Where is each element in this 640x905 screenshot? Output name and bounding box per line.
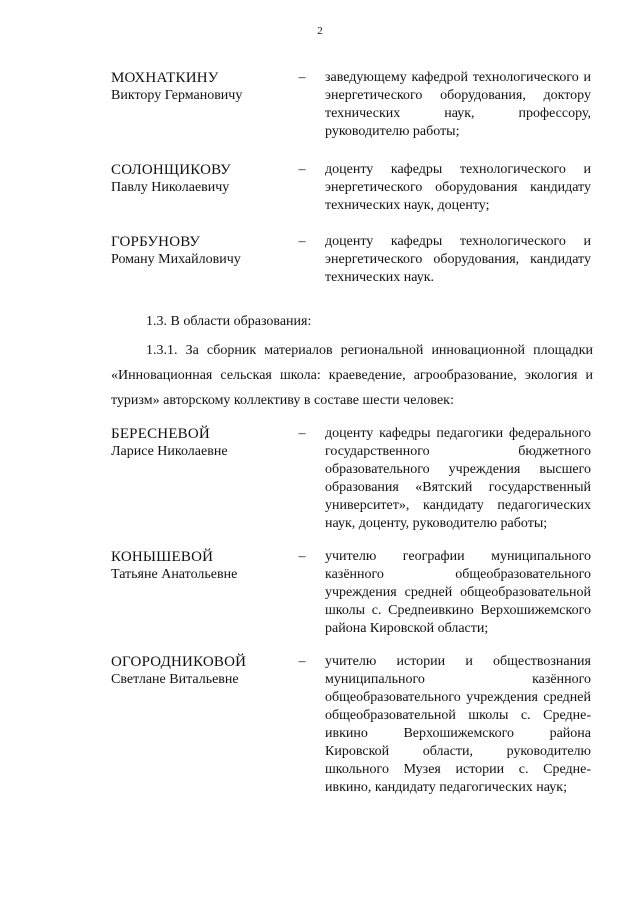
person-surname: СОЛОНЩИКОВУ [111, 162, 231, 178]
person-given-name: Светлане Витальевне [111, 672, 239, 687]
person-given-name: Татьяне Анатольевне [111, 567, 238, 582]
section-heading: 1.3. В области образования: [146, 314, 312, 329]
person-role: доценту кафедры педагогики федерального государственного бюджетного образовательного учреждения высшего образования «Вятский государственный университет», кандидату педагогических наук, доценту, руководителю работы; [325, 426, 591, 531]
person-name [111, 653, 286, 689]
person-surname: КОНЫШЕВОЙ [111, 549, 214, 565]
person-role: доценту кафедры технологического и энергетического оборудования кандидату технических наук, доценту; [325, 162, 591, 213]
person-name [111, 161, 286, 197]
person-role: доценту кафедры технологического и энергетического оборудования, кандидату технических наук. [325, 234, 591, 285]
section-paragraph-text: 1.3.1. За сборник материалов региональной инновационной площадки «Инновационная сельская школа: краеведение, агрообразование, экология и туризм» авторскому коллективу в составе шести человек: [111, 343, 593, 408]
person-given-name: Павлу Николаевичу [111, 180, 230, 195]
person-given-name: Виктору Германовичу [111, 88, 243, 103]
dash-separator: – [298, 70, 306, 85]
person-role: учителю истории и обществознания муниципального казённого общеобразовательного учреждения средней общеобразовательной школы с. Средне-ивкино Верхошижемского района Кировской области, руководителю школьного Музея истории с. Средне-ивкино, кандидату педагогических наук; [325, 654, 591, 795]
section-paragraph [111, 338, 593, 413]
person-role: заведующему кафедрой технологического и энергетического оборудования, доктору технических наук, профессору, руководителю работы; [325, 70, 591, 139]
person-name [111, 548, 286, 584]
dash-separator: – [298, 426, 306, 441]
dash-separator: – [298, 234, 306, 249]
person-surname: ГОРБУНОВУ [111, 234, 201, 250]
dash-separator: – [298, 549, 306, 564]
person-role: учителю географии муниципального казённого общеобразовательного учреждения средней общеобразовательной школы с. Средneивкино Верхошижемского района Кировской области; [325, 549, 591, 636]
page-number: 2 [317, 25, 323, 37]
person-given-name: Роману Михайловичу [111, 252, 241, 267]
dash-separator: – [298, 654, 306, 669]
dash-separator: – [298, 162, 306, 177]
person-name [111, 233, 286, 269]
person-name [111, 425, 286, 461]
person-given-name: Ларисе Николаевне [111, 444, 228, 459]
person-surname: МОХНАТКИНУ [111, 70, 219, 86]
person-surname: БЕРЕСНЕВОЙ [111, 426, 210, 442]
person-surname: ОГОРОДНИКОВОЙ [111, 654, 247, 670]
person-name [111, 69, 286, 105]
